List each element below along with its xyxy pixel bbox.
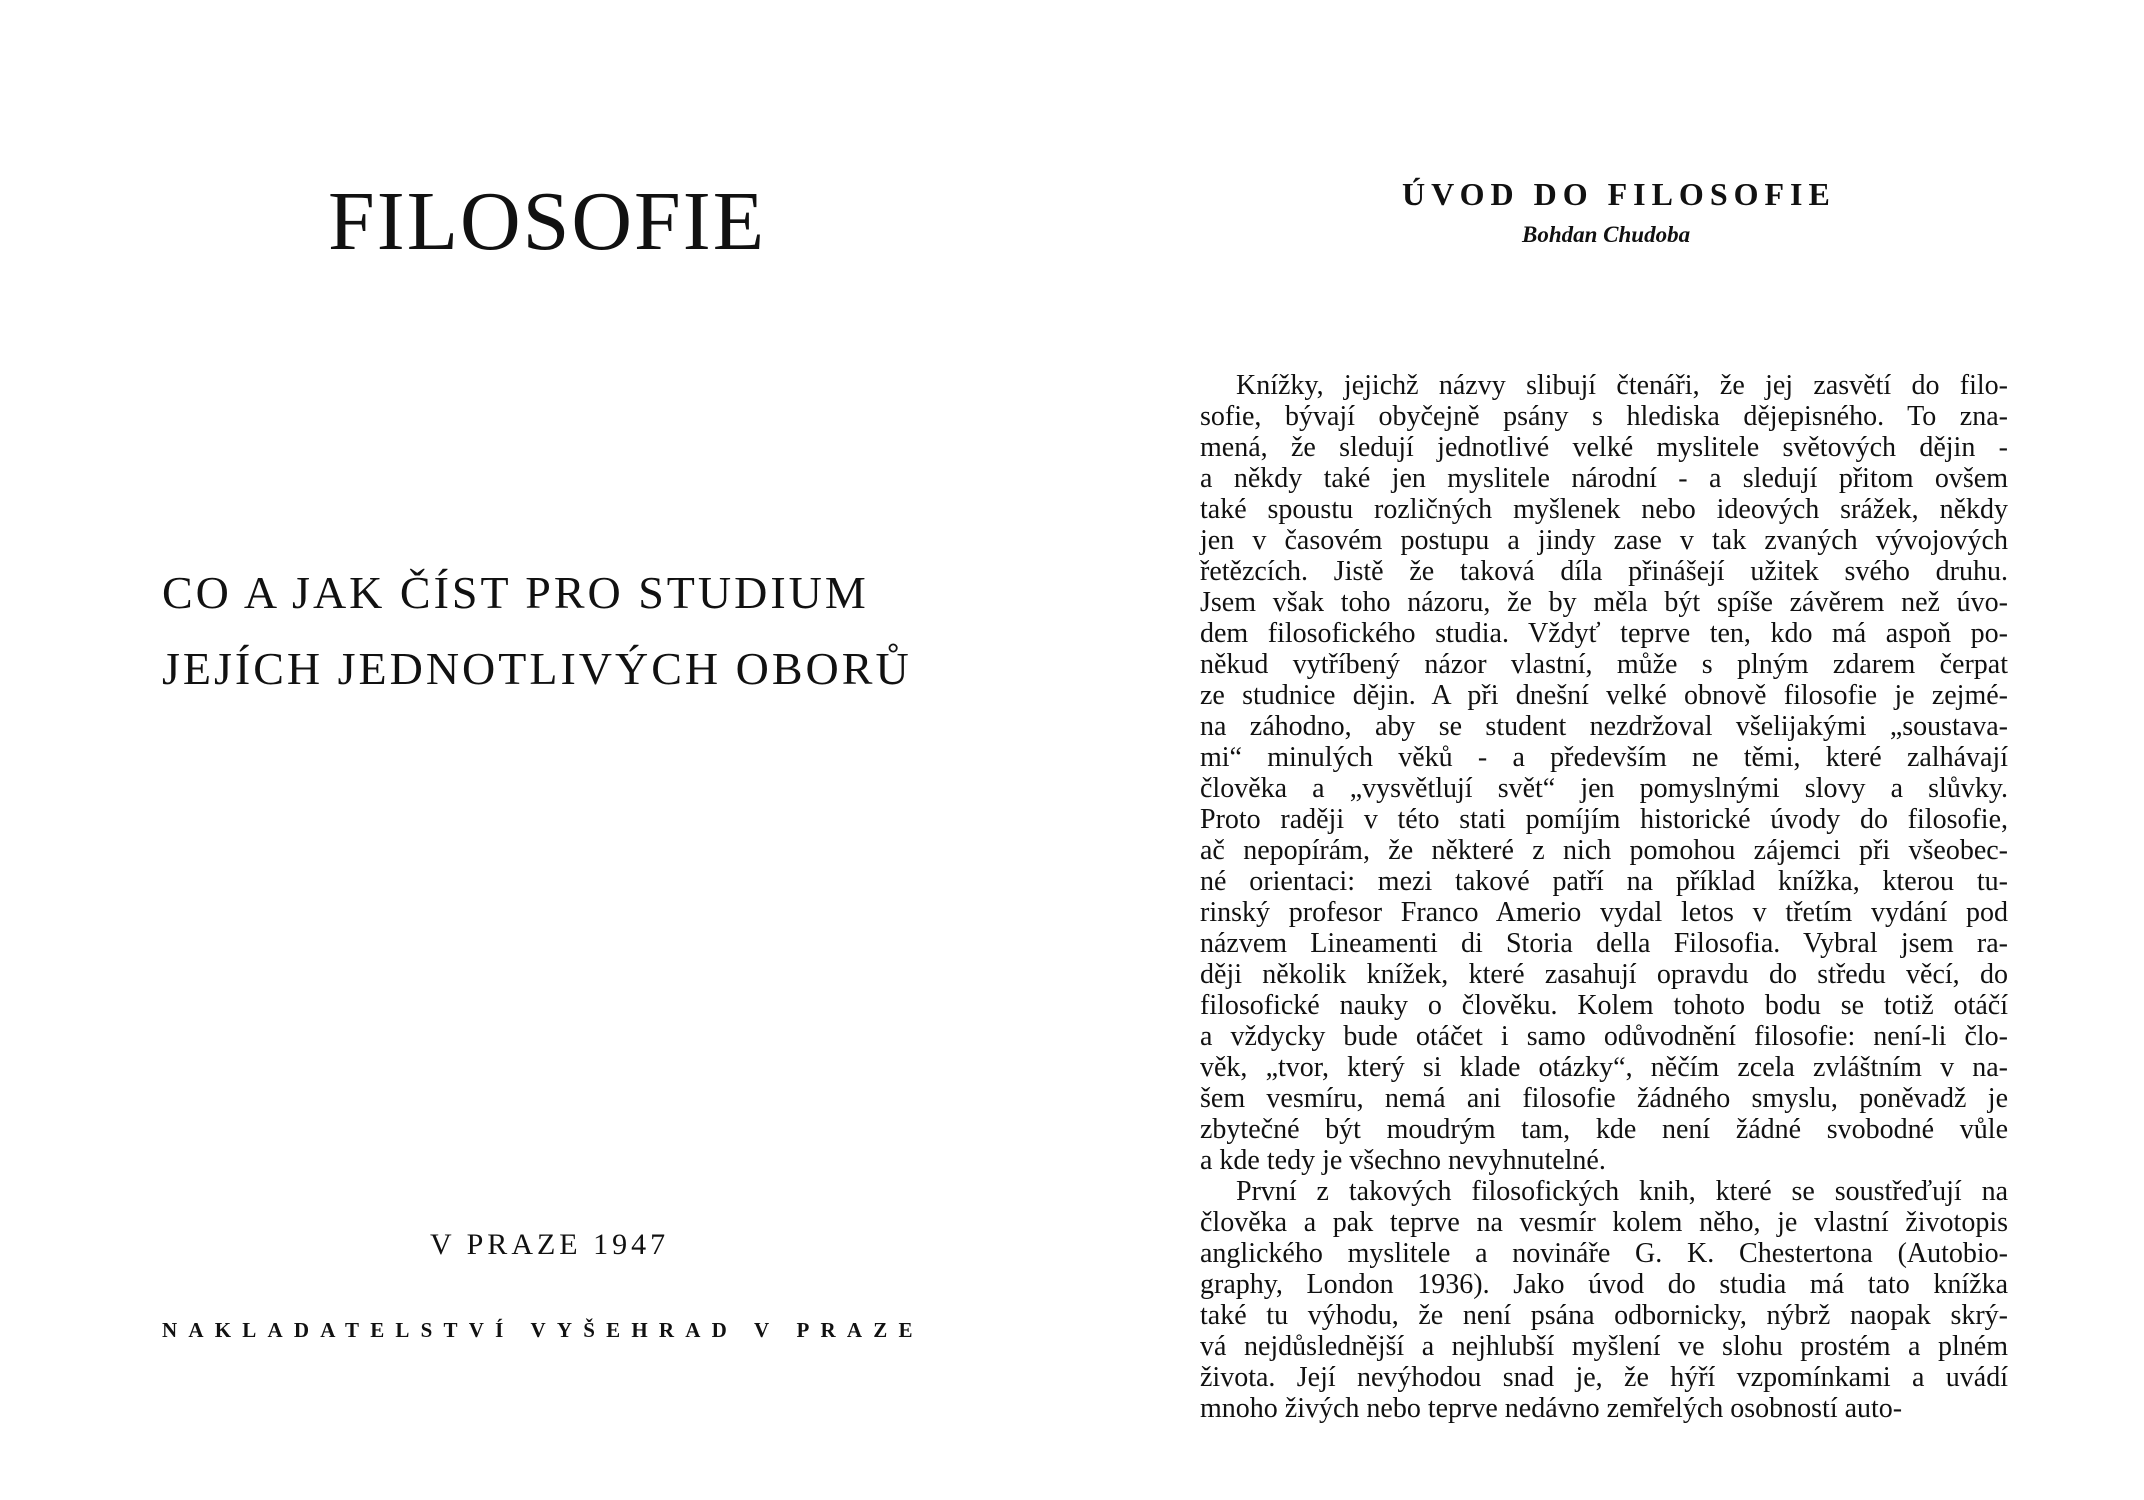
book-subtitle	[162, 555, 922, 707]
text-line: graphy, London 1936). Jako úvod do studia má tato knížka	[1200, 1269, 2008, 1300]
book-title: FILOSOFIE	[328, 175, 767, 268]
text-line: člověka a „vysvětlují svět“ jen pomyslnými slovy a slůvky.	[1200, 773, 2008, 804]
text-line: dem filosofického studia. Vždyť teprve ten, kdo má aspoň po-	[1200, 618, 2008, 649]
text-line: rinský profesor Franco Amerio vydal letos v třetím vydání pod	[1200, 897, 2008, 928]
text-line: a někdy také jen myslitele národní - a sledují přitom ovšem	[1200, 463, 2008, 494]
article-body	[1200, 370, 2008, 1424]
right-page	[1072, 0, 2144, 1500]
text-line: mená, že sledují jednotlivé velké myslitele světových dějin -	[1200, 432, 2008, 463]
text-line: člověka a pak teprve na vesmír kolem něho, je vlastní životopis	[1200, 1207, 2008, 1238]
text-line: ději několik knížek, které zasahují opravdu do středu věcí, do	[1200, 959, 2008, 990]
text-line: né orientaci: mezi takové patří na příklad knížka, kterou tu-	[1200, 866, 2008, 897]
text-line: mi“ minulých věků - a především ne těmi, které zalhávají	[1200, 742, 2008, 773]
publisher: NAKLADATELSTVÍ VYŠEHRAD V PRAZE	[162, 1318, 924, 1342]
subtitle-line: JEJÍCH JEDNOTLIVÝCH OBORŮ	[162, 643, 912, 694]
text-line: Knížky, jejichž názvy slibují čtenáři, že jej zasvětí do filo-	[1236, 370, 2008, 401]
text-line: někud vytříbený názor vlastní, může s plným zdarem čerpat	[1200, 649, 2008, 680]
text-line: Proto raději v této stati pomíjím historické úvody do filosofie,	[1200, 804, 2008, 835]
text-line: věk, „tvor, který si klade otázky“, něčím zcela zvláštním v na-	[1200, 1052, 2008, 1083]
text-line: také tu výhodu, že není psána odbornicky, nýbrž naopak skrý-	[1200, 1300, 2008, 1331]
text-line: ač nepopírám, že některé z nich pomohou zájemci při všeobec-	[1200, 835, 2008, 866]
text-line: vá nejdůslednější a nejhlubší myšlení ve slohu prostém a plném	[1200, 1331, 2008, 1362]
paragraph-2	[1200, 1176, 2008, 1424]
subtitle-line: CO A JAK ČÍST PRO STUDIUM	[162, 567, 869, 618]
text-line: mnoho živých nebo teprve nedávno zemřelých osobností auto-	[1200, 1393, 1903, 1424]
text-line: názvem Lineamenti di Storia della Filosofia. Vybral jsem ra-	[1200, 928, 2008, 959]
text-line: také spoustu rozličných myšlenek nebo ideových srážek, někdy	[1200, 494, 2008, 525]
text-line: a vždycky bude otáčet i samo odůvodnění filosofie: není-li člo-	[1200, 1021, 2008, 1052]
article-author: Bohdan Chudoba	[1522, 222, 1691, 247]
text-line: života. Její nevýhodou snad je, že hýří vzpomínkami a uvádí	[1200, 1362, 2008, 1393]
text-line: sofie, bývají obyčejně psány s hlediska dějepisného. To zna-	[1200, 401, 2008, 432]
text-line: První z takových filosofických knih, které se soustřeďují na	[1236, 1176, 2008, 1207]
text-line: šem vesmíru, nemá ani filosofie žádného smyslu, poněvadž je	[1200, 1083, 2008, 1114]
text-line: Jsem však toho názoru, že by měla být spíše závěrem než úvo-	[1200, 587, 2008, 618]
text-line: anglického myslitele a novináře G. K. Chestertona (Autobio-	[1200, 1238, 2008, 1269]
article-title: ÚVOD DO FILOSOFIE	[1402, 176, 1836, 212]
text-line: a kde tedy je všechno nevyhnutelné.	[1200, 1145, 1606, 1176]
paragraph-1	[1200, 370, 2008, 1176]
text-line: filosofické nauky o člověku. Kolem tohoto bodu se totiž otáčí	[1200, 990, 2008, 1021]
text-line: ze studnice dějin. A při dnešní velké obnově filosofie je zejmé-	[1200, 680, 2008, 711]
text-line: na záhodno, aby se student nezdržoval všelijakými „soustava-	[1200, 711, 2008, 742]
text-line: jen v časovém postupu a jindy zase v tak zvaných vývojových	[1200, 525, 2008, 556]
place-year: V PRAZE 1947	[430, 1228, 670, 1261]
text-line: zbytečné být moudrým tam, kde není žádné svobodné vůle	[1200, 1114, 2008, 1145]
text-line: řetězcích. Jistě že taková díla přinášejí užitek svého druhu.	[1200, 556, 2008, 587]
